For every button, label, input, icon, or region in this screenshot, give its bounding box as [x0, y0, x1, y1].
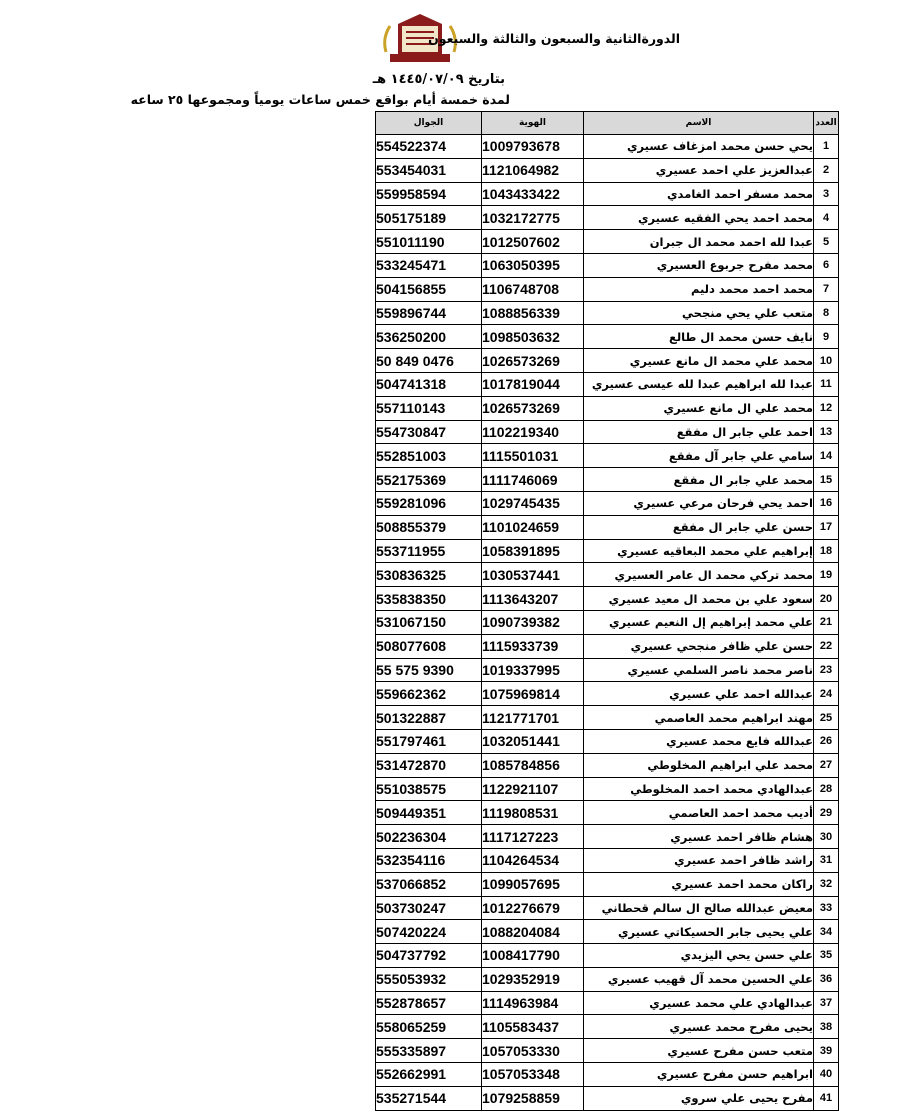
phone-cell: 509449351 [376, 801, 482, 825]
number-cell: 2 [814, 158, 839, 182]
table-row [376, 682, 839, 706]
phone-cell: 559958594 [376, 182, 482, 206]
id-cell: 1088204084 [482, 920, 584, 944]
name-cell: راكان محمد احمد عسيري [584, 872, 814, 896]
name-cell: راشد ظافر احمد عسيري [584, 848, 814, 872]
table-row [376, 253, 839, 277]
id-cell: 1090739382 [482, 610, 584, 634]
number-cell: 31 [814, 848, 839, 872]
id-cell: 1057053330 [482, 1039, 584, 1063]
table-row [376, 658, 839, 682]
name-cell: عبدالهادي محمد احمد المخلوطي [584, 777, 814, 801]
id-cell: 1119808531 [482, 801, 584, 825]
table-row [376, 634, 839, 658]
header-id: الهوية [482, 112, 584, 135]
id-cell: 1019337995 [482, 658, 584, 682]
phone-cell: 502236304 [376, 825, 482, 849]
name-cell: عبدالهادي علي محمد عسيري [584, 991, 814, 1015]
name-cell: محمد علي محمد ال مانع عسيري [584, 349, 814, 373]
id-cell: 1085784856 [482, 753, 584, 777]
phone-cell: 555053932 [376, 967, 482, 991]
id-cell: 1122921107 [482, 777, 584, 801]
table-row [376, 777, 839, 801]
name-cell: علي يحيى جابر الحسيكاتي عسيري [584, 920, 814, 944]
table-row [376, 610, 839, 634]
id-cell: 1058391895 [482, 539, 584, 563]
course-duration: لمدة خمسة أيام بواقع خمس ساعات يومياً ومجموعها ٢٥ ساعه [130, 92, 510, 107]
table-row [376, 372, 839, 396]
name-cell: مهند ابراهيم محمد العاصمي [584, 706, 814, 730]
id-cell: 1032051441 [482, 729, 584, 753]
table-row [376, 277, 839, 301]
id-cell: 1079258859 [482, 1086, 584, 1110]
phone-cell: 507420224 [376, 920, 482, 944]
table-row [376, 444, 839, 468]
phone-cell: 557110143 [376, 396, 482, 420]
name-cell: مفرح يحيى علي سروي [584, 1086, 814, 1110]
id-cell: 1063050395 [482, 253, 584, 277]
table-row [376, 825, 839, 849]
phone-cell: 501322887 [376, 706, 482, 730]
table-row [376, 468, 839, 492]
number-cell: 17 [814, 515, 839, 539]
name-cell: هشام ظافر احمد عسيري [584, 825, 814, 849]
header-phone: الجوال [376, 112, 482, 135]
number-cell: 34 [814, 920, 839, 944]
id-cell: 1009793678 [482, 135, 584, 159]
course-title: الدورةالثانية والسبعون والثالثة والسبعون [428, 31, 680, 46]
table-row [376, 135, 839, 159]
table-row [376, 896, 839, 920]
name-cell: سامي علي جابر آل مفقع [584, 444, 814, 468]
phone-cell: 504741318 [376, 372, 482, 396]
name-cell: عبدا لله احمد محمد ال جبران [584, 230, 814, 254]
number-cell: 27 [814, 753, 839, 777]
id-cell: 1017819044 [482, 372, 584, 396]
phone-cell: 552175369 [376, 468, 482, 492]
name-cell: علي محمد إبراهيم إل النعيم عسيري [584, 610, 814, 634]
number-cell: 21 [814, 610, 839, 634]
id-cell: 1104264534 [482, 848, 584, 872]
number-cell: 8 [814, 301, 839, 325]
id-cell: 1098503632 [482, 325, 584, 349]
name-cell: أديب محمد احمد العاصمي [584, 801, 814, 825]
number-cell: 32 [814, 872, 839, 896]
name-cell: يحي حسن محمد امزغاف عسيري [584, 135, 814, 159]
table-row [376, 706, 839, 730]
name-cell: محمد تركي محمد ال عامر العسيري [584, 563, 814, 587]
name-cell: حسن علي ظافر منجحي عسيري [584, 634, 814, 658]
number-cell: 22 [814, 634, 839, 658]
number-cell: 18 [814, 539, 839, 563]
phone-cell: 552851003 [376, 444, 482, 468]
phone-cell: 531472870 [376, 753, 482, 777]
id-cell: 1030537441 [482, 563, 584, 587]
number-cell: 1 [814, 135, 839, 159]
name-cell: إبراهيم علي محمد البعاقيه عسيري [584, 539, 814, 563]
phone-cell: 535271544 [376, 1086, 482, 1110]
name-cell: محمد احمد محمد دليم [584, 277, 814, 301]
table-row [376, 587, 839, 611]
phone-cell: 55 575 9390 [376, 658, 482, 682]
phone-cell: 559896744 [376, 301, 482, 325]
id-cell: 1113643207 [482, 587, 584, 611]
name-cell: ناصر محمد ناصر السلمي عسيري [584, 658, 814, 682]
name-cell: محمد مسفر احمد الغامدي [584, 182, 814, 206]
course-date: بتاريخ ١٤٤٥/٠٧/٠٩ هـ [372, 72, 505, 87]
name-cell: محمد علي جابر ال مفقع [584, 468, 814, 492]
table-row [376, 991, 839, 1015]
table-row [376, 230, 839, 254]
table-row [376, 491, 839, 515]
table-row [376, 325, 839, 349]
table-row [376, 729, 839, 753]
id-cell: 1105583437 [482, 1015, 584, 1039]
phone-cell: 552662991 [376, 1063, 482, 1087]
number-cell: 29 [814, 801, 839, 825]
number-cell: 26 [814, 729, 839, 753]
phone-cell: 536250200 [376, 325, 482, 349]
number-cell: 15 [814, 468, 839, 492]
table-row [376, 420, 839, 444]
phone-cell: 508077608 [376, 634, 482, 658]
id-cell: 1114963984 [482, 991, 584, 1015]
phone-cell: 530836325 [376, 563, 482, 587]
number-cell: 12 [814, 396, 839, 420]
number-cell: 37 [814, 991, 839, 1015]
document-header [0, 0, 905, 112]
phone-cell: 503730247 [376, 896, 482, 920]
table-body [376, 135, 839, 1111]
name-cell: عبدالله احمد علي عسيري [584, 682, 814, 706]
name-cell: محمد احمد يحي الفقيه عسيري [584, 206, 814, 230]
phone-cell: 504156855 [376, 277, 482, 301]
table-row [376, 515, 839, 539]
table-row [376, 967, 839, 991]
phone-cell: 555335897 [376, 1039, 482, 1063]
number-cell: 11 [814, 372, 839, 396]
id-cell: 1029745435 [482, 491, 584, 515]
table-row [376, 1039, 839, 1063]
phone-cell: 508855379 [376, 515, 482, 539]
id-cell: 1057053348 [482, 1063, 584, 1087]
phone-cell: 554730847 [376, 420, 482, 444]
phone-cell: 551011190 [376, 230, 482, 254]
id-cell: 1115933739 [482, 634, 584, 658]
name-cell: عبدالعزيز علي احمد عسيري [584, 158, 814, 182]
number-cell: 5 [814, 230, 839, 254]
number-cell: 19 [814, 563, 839, 587]
table-row [376, 848, 839, 872]
phone-cell: 535838350 [376, 587, 482, 611]
number-cell: 13 [814, 420, 839, 444]
number-cell: 7 [814, 277, 839, 301]
table-row [376, 182, 839, 206]
phone-cell: 551797461 [376, 729, 482, 753]
table-row [376, 872, 839, 896]
header-number: العدد [814, 112, 839, 135]
name-cell: نايف حسن محمد ال طالع [584, 325, 814, 349]
id-cell: 1111746069 [482, 468, 584, 492]
table-row [376, 1086, 839, 1110]
name-cell: متعب علي يحي منجحي [584, 301, 814, 325]
id-cell: 1106748708 [482, 277, 584, 301]
number-cell: 30 [814, 825, 839, 849]
phone-cell: 552878657 [376, 991, 482, 1015]
number-cell: 28 [814, 777, 839, 801]
number-cell: 6 [814, 253, 839, 277]
phone-cell: 553711955 [376, 539, 482, 563]
id-cell: 1012276679 [482, 896, 584, 920]
phone-cell: 504737792 [376, 944, 482, 968]
number-cell: 33 [814, 896, 839, 920]
name-cell: محمد علي ال مانع عسيري [584, 396, 814, 420]
phone-cell: 551038575 [376, 777, 482, 801]
id-cell: 1026573269 [482, 349, 584, 373]
table-row [376, 396, 839, 420]
name-cell: علي حسن يحي اليزيدي [584, 944, 814, 968]
phone-cell: 532354116 [376, 848, 482, 872]
name-cell: حسن علي جابر ال مفقع [584, 515, 814, 539]
id-cell: 1101024659 [482, 515, 584, 539]
phone-cell: 558065259 [376, 1015, 482, 1039]
id-cell: 1008417790 [482, 944, 584, 968]
table-row [376, 563, 839, 587]
id-cell: 1088856339 [482, 301, 584, 325]
id-cell: 1026573269 [482, 396, 584, 420]
participants-table [375, 111, 839, 1111]
number-cell: 24 [814, 682, 839, 706]
id-cell: 1121771701 [482, 706, 584, 730]
id-cell: 1117127223 [482, 825, 584, 849]
name-cell: عبدا لله ابراهيم عبدا لله عيسى عسيري [584, 372, 814, 396]
id-cell: 1099057695 [482, 872, 584, 896]
name-cell: محمد مفرح جربوع العسيري [584, 253, 814, 277]
id-cell: 1032172775 [482, 206, 584, 230]
id-cell: 1029352919 [482, 967, 584, 991]
table-row [376, 158, 839, 182]
phone-cell: 554522374 [376, 135, 482, 159]
table-row [376, 1063, 839, 1087]
name-cell: سعود علي بن محمد ال معيد عسيري [584, 587, 814, 611]
phone-cell: 531067150 [376, 610, 482, 634]
name-cell: ابراهيم حسن مفرح عسيري [584, 1063, 814, 1087]
number-cell: 3 [814, 182, 839, 206]
id-cell: 1115501031 [482, 444, 584, 468]
number-cell: 25 [814, 706, 839, 730]
table-row [376, 206, 839, 230]
id-cell: 1075969814 [482, 682, 584, 706]
name-cell: يحيى مفرح محمد عسيري [584, 1015, 814, 1039]
number-cell: 4 [814, 206, 839, 230]
name-cell: احمد علي جابر ال مفقع [584, 420, 814, 444]
name-cell: محمد علي ابراهيم المخلوطي [584, 753, 814, 777]
phone-cell: 505175189 [376, 206, 482, 230]
number-cell: 39 [814, 1039, 839, 1063]
number-cell: 14 [814, 444, 839, 468]
phone-cell: 537066852 [376, 872, 482, 896]
number-cell: 23 [814, 658, 839, 682]
number-cell: 38 [814, 1015, 839, 1039]
id-cell: 1043433422 [482, 182, 584, 206]
table-row [376, 753, 839, 777]
name-cell: احمد يحي فرحان مرعي عسيري [584, 491, 814, 515]
id-cell: 1102219340 [482, 420, 584, 444]
table-row [376, 920, 839, 944]
table-row [376, 349, 839, 373]
id-cell: 1012507602 [482, 230, 584, 254]
id-cell: 1121064982 [482, 158, 584, 182]
table-row [376, 539, 839, 563]
table-row [376, 1015, 839, 1039]
header-name: الاسم [584, 112, 814, 135]
name-cell: علي الحسين محمد آل قهيب عسيري [584, 967, 814, 991]
phone-cell: 553454031 [376, 158, 482, 182]
table-header-row [376, 112, 839, 135]
number-cell: 9 [814, 325, 839, 349]
number-cell: 36 [814, 967, 839, 991]
table-row [376, 801, 839, 825]
number-cell: 10 [814, 349, 839, 373]
phone-cell: 559281096 [376, 491, 482, 515]
phone-cell: 50 849 0476 [376, 349, 482, 373]
name-cell: متعب حسن مفرح عسيري [584, 1039, 814, 1063]
number-cell: 16 [814, 491, 839, 515]
table-row [376, 944, 839, 968]
number-cell: 20 [814, 587, 839, 611]
table-row [376, 301, 839, 325]
name-cell: عبدالله فايع محمد عسيري [584, 729, 814, 753]
number-cell: 41 [814, 1086, 839, 1110]
number-cell: 35 [814, 944, 839, 968]
phone-cell: 559662362 [376, 682, 482, 706]
phone-cell: 533245471 [376, 253, 482, 277]
name-cell: معيض عبدالله صالح ال سالم قحطاني [584, 896, 814, 920]
number-cell: 40 [814, 1063, 839, 1087]
